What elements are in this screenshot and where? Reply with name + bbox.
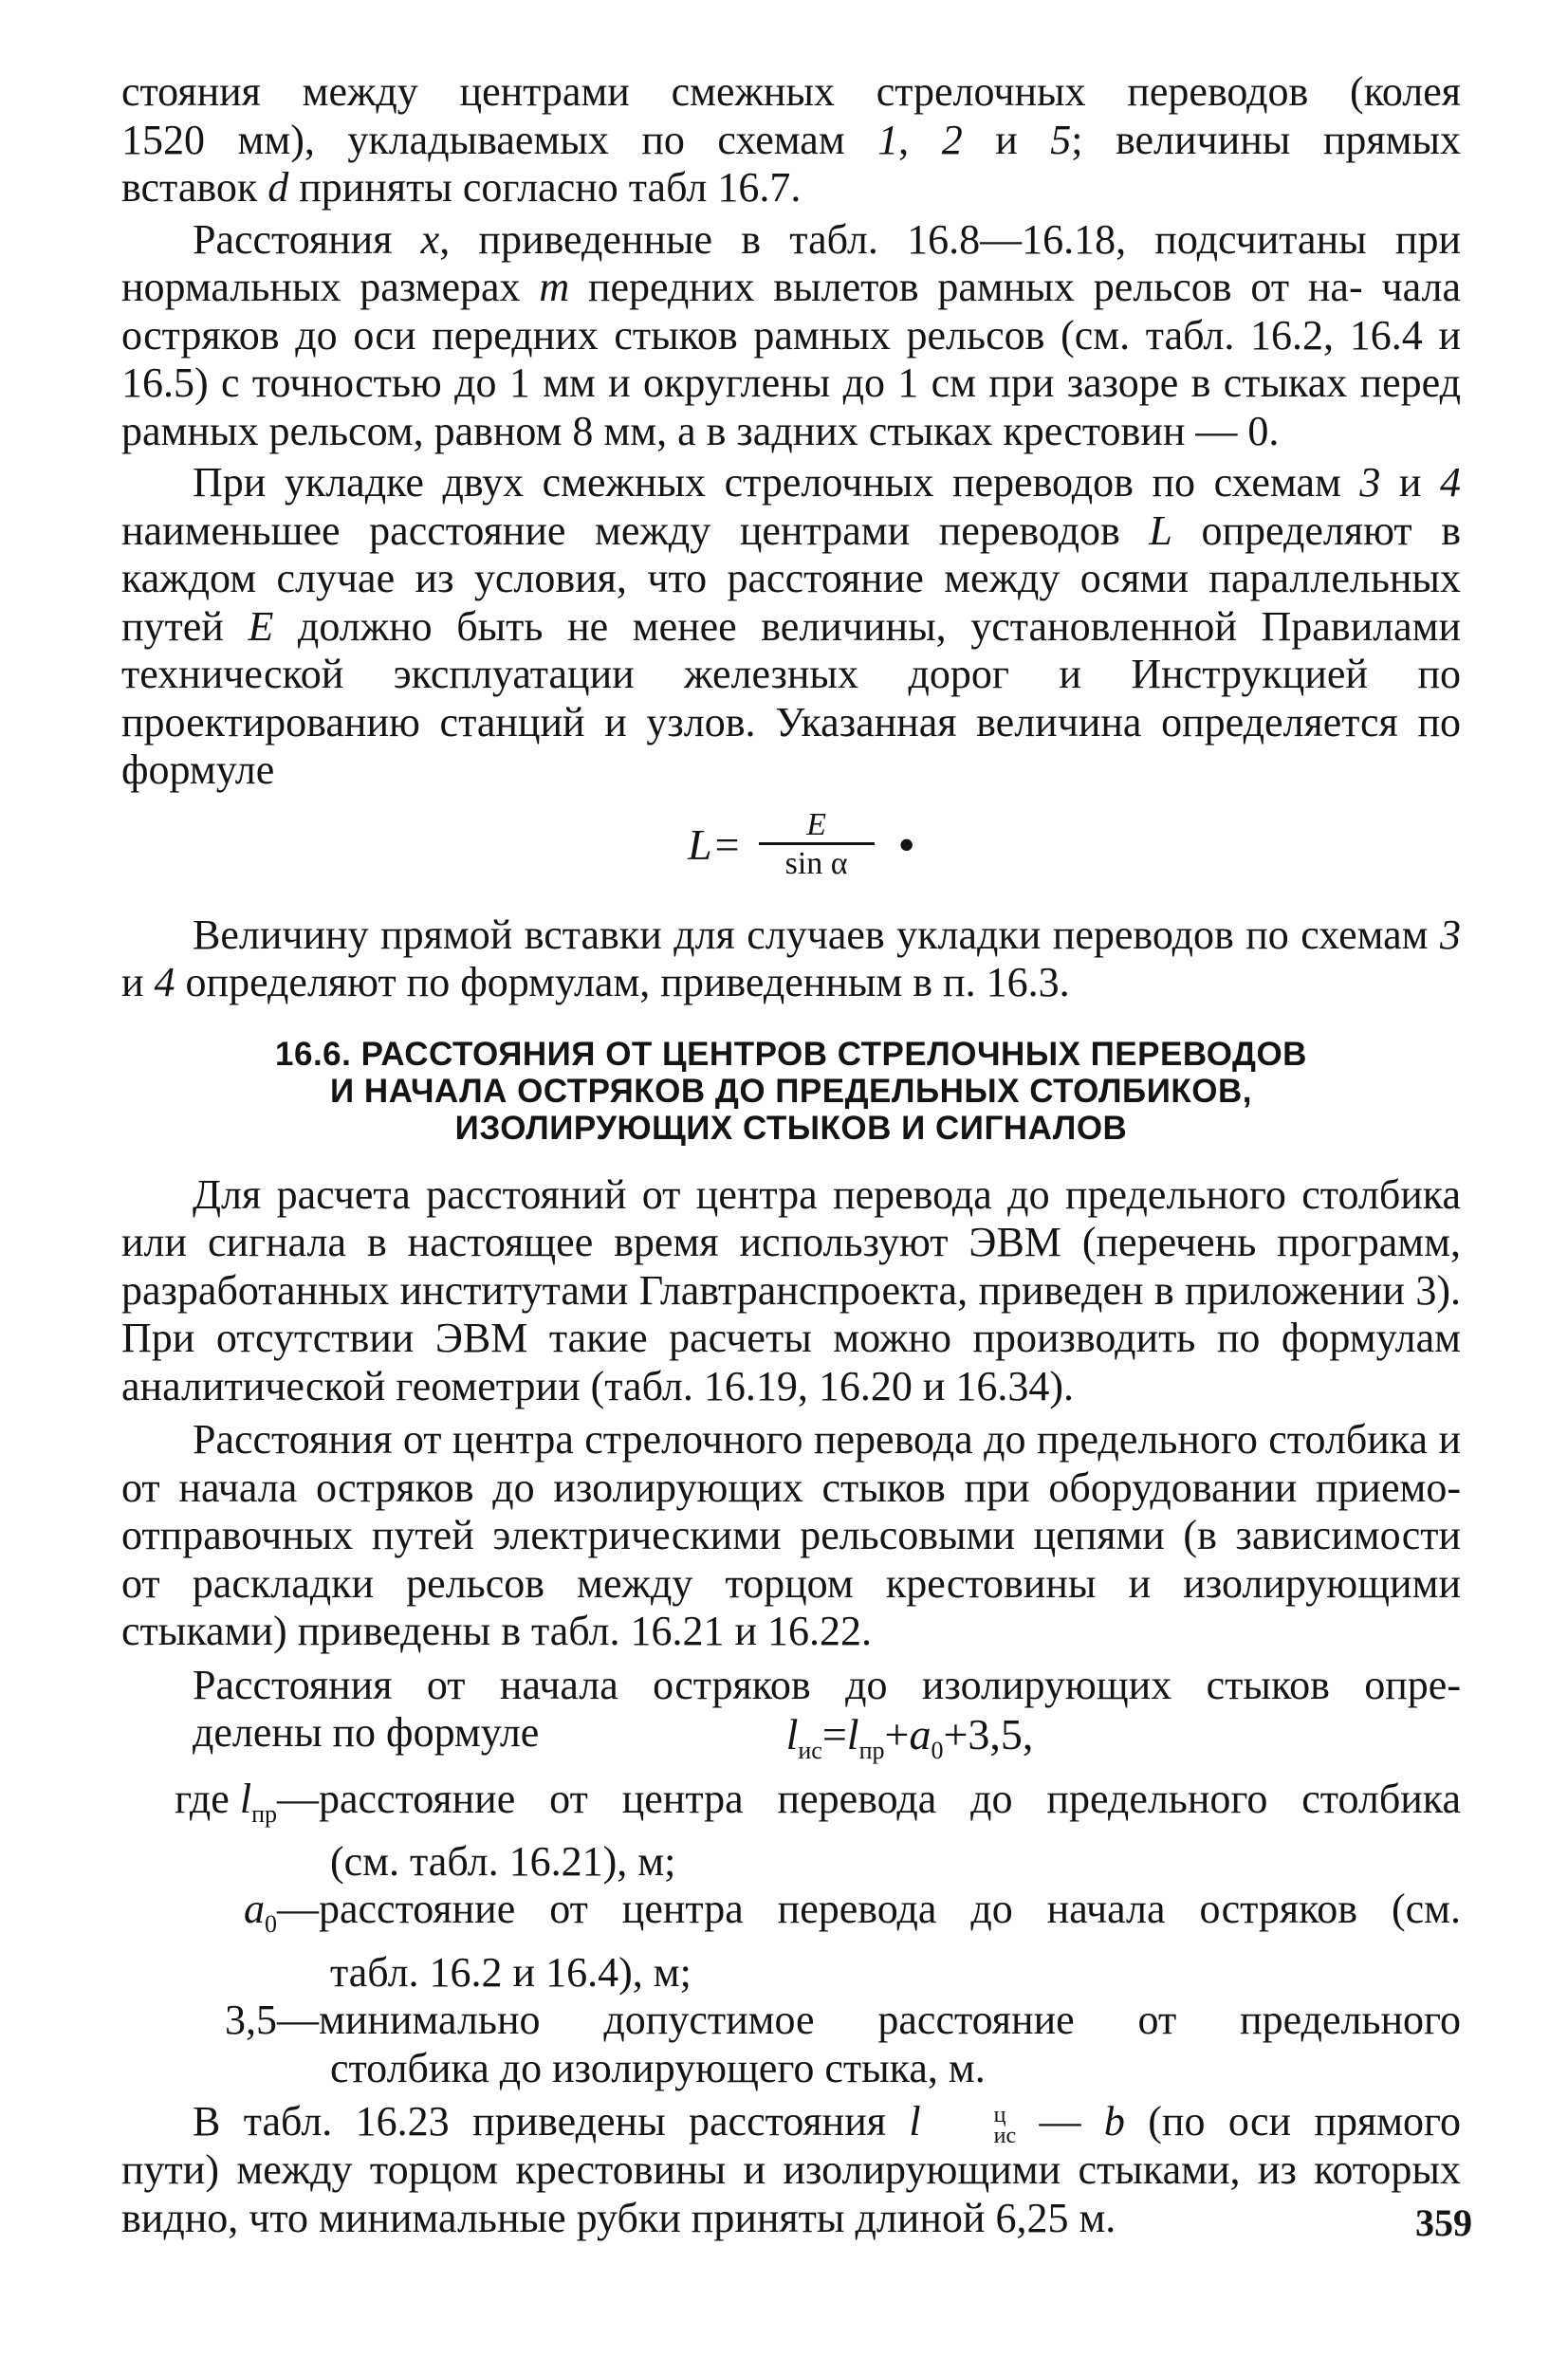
intro-line-3: вставок d приняты согласно табл 16.7. — [121, 164, 802, 211]
where-item-3-5: 3,5— минимально допустимое расстояние от предельного — [225, 1997, 1461, 2044]
where-item-a0: $a_0—$ расстояние от центра перевода до начала остряков (см. — [244, 1886, 1461, 1939]
paragraph-formula-intro: Расстояния от начала остряков до изолирующих стыков опре- делены по формуле — [193, 1661, 1461, 1756]
paragraph-table-16-23: В табл. 16.23 приведены расстояния l ц ис — b (по оси прямого — [193, 2098, 1461, 2149]
paragraph-straight-insert: Величину прямой вставки для случаев укладки переводов по схемам 3 и 4 определяют по формулам, приведенным в п. 16.3. — [121, 911, 1461, 1005]
page-number: 359 — [1415, 2201, 1472, 2244]
section-heading — [121, 1036, 1461, 1147]
paragraph-adjacent-turnouts: При укладке двух смежных стрелочных переводов по схемам 3 и 4 наименьшее расстояние между центрами переводов L определяют в каждом случае из условия, что расстояние между осями параллельных путей E должно быть не менее величины, установленной Правилами технической эксплуатации железных дорог и Инструкцией по проектированию станций и узлов. Указанная величина определяется по формуле — [121, 459, 1462, 793]
formula-lhs: L= — [688, 819, 742, 869]
formula-end-mark: • — [898, 819, 914, 869]
heading-line-2: И НАЧАЛА ОСТРЯКОВ ДО ПРЕДЕЛЬНЫХ СТОЛБИКОВ, — [330, 1072, 1252, 1110]
where-list: где $l_{пр}—$ расстояние от центра перевода до предельного столбика (см. табл. 16.21), м; $a_0—$ расстояние от центра перевода до начала остряков (см. табл. 16.2 и 16.4), м; 3,5— минимально допустимое расстояние от предельного столбика до изолирующего стыка, м. — [121, 1776, 1461, 2093]
where-item-lpr: где $l_{пр}—$ расстояние от центра перевода до предельного столбика — [175, 1775, 1461, 1828]
formula-L — [121, 795, 1461, 911]
heading-line-1: 16.6. РАССТОЯНИЯ ОТ ЦЕНТРОВ СТРЕЛОЧНЫХ ПЕРЕВОДОВ — [275, 1035, 1307, 1073]
paragraph-table-16-23-cont: пути) между торцом крестовины и изолирующими стыками, из которых видно, что минимальные рубки приняты длиной 6,25 м. — [121, 2146, 1461, 2241]
paragraph-insulated-joints: Расстояния от центра стрелочного перевода до предельного столбика и от начала остряков до изолирующих стыков при оборудовании приемо-отправочных путей электрическими рельсовыми цепями (в зависимости от раскладки рельсов между торцом крестовины и изолирующими стыками) приведены в табл. 16.21 и 16.22. — [121, 1416, 1461, 1654]
page-body — [121, 68, 1461, 2242]
paragraph-intro — [121, 68, 1461, 212]
formula-numerator: E — [806, 806, 827, 842]
intro-line-1: стояния между центрами смежных стрелочных переводов (колея — [121, 68, 1461, 115]
formula-lis: $l_{ис}=l_{пр}+a_0+3,5$, — [785, 1709, 1034, 1764]
paragraph-distances-x: Расстояния x, приведенные в табл. 16.8—16.18, подсчитаны при нормальных размерах m передних вылетов рамных рельсов от на- чала остряков до оси передних стыков рамных рельсов (см. табл. 16.2, 16.4 и 16.5) с точностью до 1 мм и округлены до 1 см при зазоре в стыках перед рамных рельсом, равном 8 мм, а в задних стыках крестовин — 0. — [121, 215, 1461, 454]
formula-denominator: sin α — [784, 845, 848, 881]
paragraph-computers: Для расчета расстояний от центра перевода до предельного столбика или сигнала в настоящее время используют ЭВМ (перечень программ, разработанных институтами Главтранспроекта, приведен в приложении 3). При отсутствии ЭВМ такие расчеты можно производить по формулам аналитической геометрии (табл. 16.19, 16.20 и 16.34). — [121, 1170, 1461, 1409]
intro-line-2: 1520 мм), укладываемых по схемам 1, 2 и 5; величины прямых — [121, 116, 1462, 163]
heading-line-3: ИЗОЛИРУЮЩИХ СТЫКОВ И СИГНАЛОВ — [454, 1109, 1128, 1147]
